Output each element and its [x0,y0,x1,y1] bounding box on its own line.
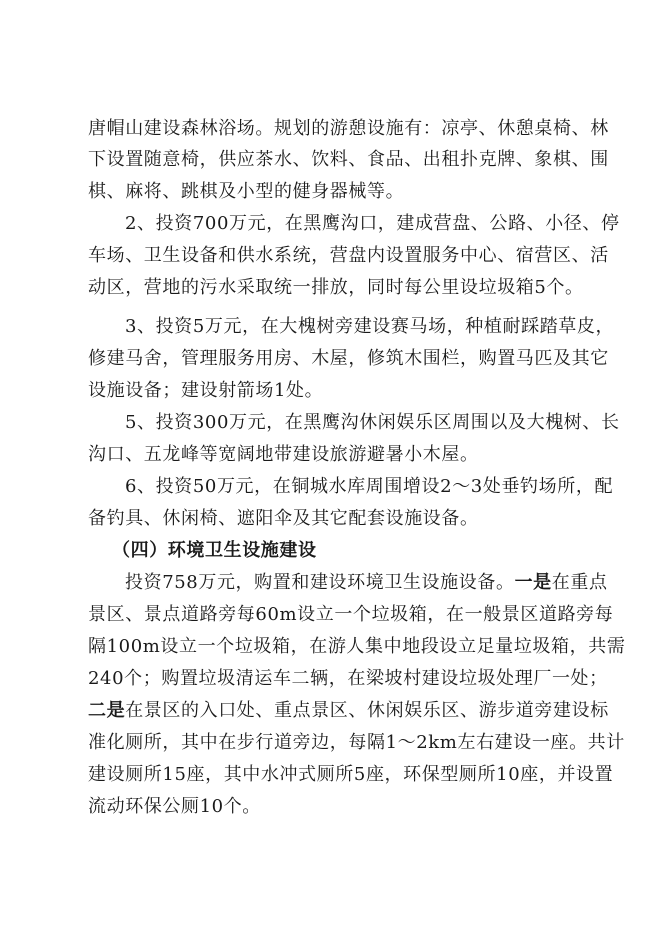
section-body-line: 240个；购置垃圾清运车二辆，在梁坡村建设垃圾处理厂一处； [88,668,608,689]
section-body-line [125,571,608,595]
emphasis-marker: 二是 [88,700,126,721]
paragraph-line: 棋、麻将、跳棋及小型的健身器械等。 [88,181,405,202]
section-body-text: 在景区的入口处、重点景区、休闲娱乐区、游步道旁建设标 [125,700,609,721]
list-item-line: 沟口、五龙峰等宽阔地带建设旅游避暑小木屋。 [88,444,479,465]
section-body-line: 景区、景点道路旁每60m设立一个垃圾箱，在一般景区道路旁每 [88,604,614,625]
emphasis-marker: 一是 [514,572,552,593]
list-item-line: 车场、卫生设备和供水系统，营盘内设置服务中心、宿营区、活 [88,245,609,266]
paragraph-line: 唐帽山建设森林浴场。规划的游憩设施有：凉亭、休憩桌椅、林 [88,118,609,139]
section-body-line: 建设厕所15座，其中水冲式厕所5座，环保型厕所10座，并设置 [88,764,614,785]
section-body-text: 投资758万元，购置和建设环境卫生设施设备。 [125,572,515,593]
list-item-line: 2、投资700万元，在黑鹰沟口，建成营盘、公路、小径、停 [125,213,620,234]
section-body-line: 准化厕所，其中在步行道旁边，每隔1～2km左右建设一座。共计 [88,732,625,753]
list-item-line: 备钓具、休闲椅、遮阳伞及其它配套设施设备。 [88,508,479,529]
paragraph-line: 下设置随意椅，供应茶水、饮料、食品、出租扑克牌、象棋、围 [88,149,609,170]
section-body-line [88,699,609,723]
section-body-text: 在重点 [551,572,608,593]
list-item-line: 5、投资300万元，在黑鹰沟休闲娱乐区周围以及大槐树、长 [125,412,620,433]
list-item-line: 6、投资50万元，在铜城水库周围增设2～3处垂钓场所，配 [125,476,614,497]
list-item-line: 修建马舍，管理服务用房、木屋，修筑木围栏，购置马匹及其它 [88,348,609,369]
list-item-line: 动区，营地的污水采取统一排放，同时每公里设垃圾箱5个。 [88,277,584,298]
section-body-line: 隔100m设立一个垃圾箱，在游人集中地段设立足量垃圾箱，共需 [88,636,626,657]
section-heading: （四）环境卫生设施建设 [112,540,317,561]
list-item-line: 3、投资5万元，在大槐树旁建设赛马场，种植耐踩踏草皮， [125,316,615,337]
list-item-line: 设施设备；建设射箭场1处。 [88,380,324,401]
section-body-line: 流动环保公厕10个。 [88,796,261,817]
